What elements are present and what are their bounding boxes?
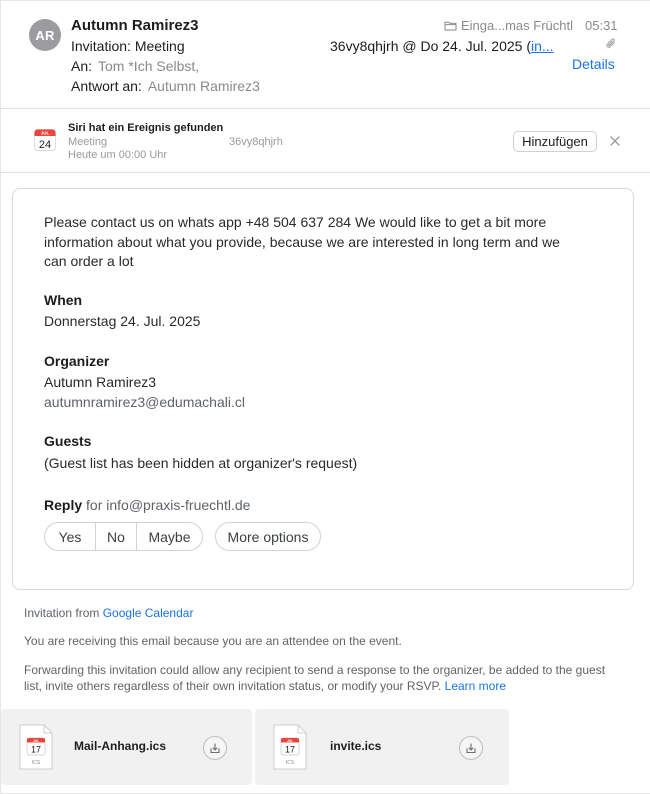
calendar-icon-day: 24 xyxy=(38,139,52,151)
reply-for: for info@praxis-fruechtl.de xyxy=(86,497,251,513)
event-meta-text: 36vy8qhjrh @ Do 24. Jul. 2025 ( xyxy=(330,38,531,54)
recipient-value[interactable]: Tom *Ich Selbst, xyxy=(98,58,200,74)
details-link[interactable]: Details xyxy=(572,56,615,72)
organizer-name: Autumn Ramirez3 xyxy=(44,374,157,390)
event-meta-line xyxy=(330,38,554,54)
download-button[interactable] xyxy=(459,736,483,760)
more-options-button[interactable]: More options xyxy=(215,522,321,551)
calendar-icon xyxy=(34,129,56,151)
download-icon xyxy=(465,742,477,754)
ics-icon-month: JUL xyxy=(286,738,294,743)
siri-event-time: Heute um 00:00 Uhr xyxy=(68,149,168,161)
ics-icon-ext: ICS xyxy=(285,760,295,766)
forwarding-notice xyxy=(24,662,624,694)
rsvp-no-button[interactable]: No xyxy=(95,523,136,550)
learn-more-link[interactable]: Learn more xyxy=(444,679,507,693)
ics-file-icon xyxy=(19,724,53,770)
guests-label: Guests xyxy=(44,433,92,449)
sender-avatar[interactable]: AR xyxy=(29,19,61,51)
organizer-email[interactable]: autumnramirez3@edumachali.cl xyxy=(44,394,245,410)
recipient-row xyxy=(71,58,199,74)
siri-event-code: 36vy8qhjrh xyxy=(229,136,283,148)
siri-title: Siri hat ein Ereignis gefunden xyxy=(68,122,224,134)
paperclip-icon xyxy=(605,38,617,50)
when-value: Donnerstag 24. Jul. 2025 xyxy=(44,313,201,329)
mailbox-folder[interactable] xyxy=(444,18,573,33)
mail-time: 05:31 xyxy=(585,18,618,33)
ics-icon-day: 17 xyxy=(30,744,42,755)
reply-label: Reply xyxy=(44,497,83,513)
attachment-item[interactable] xyxy=(255,709,509,785)
organizer-label: Organizer xyxy=(44,353,110,369)
ics-icon-ext: ICS xyxy=(31,760,41,766)
reply-to-value[interactable]: Autumn Ramirez3 xyxy=(147,78,260,94)
rsvp-yes-button[interactable]: Yes xyxy=(58,528,82,545)
invitation-message: Please contact us on whats app +48 504 637 284 We would like to get a bit more information about what you provide, because we are interested in long term and we can order a lot xyxy=(44,214,560,269)
reply-row xyxy=(44,497,250,513)
reply-to-row xyxy=(71,78,260,94)
siri-event-name: Meeting xyxy=(68,136,108,148)
invitation-from-text: Invitation from xyxy=(24,606,100,620)
guests-value: (Guest list has been hidden at organizer's request) xyxy=(44,455,358,471)
folder-icon xyxy=(444,20,457,31)
when-label: When xyxy=(44,292,83,308)
download-button[interactable] xyxy=(203,736,227,760)
invitation-source xyxy=(24,606,193,620)
mail-subject: Invitation: Meeting xyxy=(71,38,185,54)
sender-name[interactable]: Autumn Ramirez3 xyxy=(71,17,199,34)
event-meta-link[interactable]: in... xyxy=(531,38,554,54)
google-calendar-link[interactable]: Google Calendar xyxy=(102,606,194,620)
attachment-name: invite.ics xyxy=(330,739,382,753)
rsvp-maybe-button[interactable]: Maybe xyxy=(136,523,202,550)
attachment-item[interactable] xyxy=(1,709,252,785)
calendar-icon-month: JUL xyxy=(40,130,50,136)
download-icon xyxy=(209,742,221,754)
ics-icon-month: JUL xyxy=(32,738,40,743)
receiving-notice: You are receiving this email because you are an attendee on the event. xyxy=(24,634,402,648)
folder-name: Einga...mas Früchtl xyxy=(461,18,573,33)
attachment-name: Mail-Anhang.ics xyxy=(74,739,167,753)
forwarding-text: Forwarding this invitation could allow any recipient to send a response to the organizer, be added to the guest list, invite others regardless of their own invitation status, or modify your RSVP. xyxy=(24,663,606,693)
ics-icon-day: 17 xyxy=(284,744,296,755)
recipient-label: An: xyxy=(71,58,93,74)
close-icon[interactable] xyxy=(608,134,622,148)
ics-file-icon xyxy=(273,724,307,770)
mail-header xyxy=(1,1,650,109)
add-event-button[interactable]: Hinzufügen xyxy=(513,131,597,152)
rsvp-button-group xyxy=(44,522,203,551)
reply-to-label: Antwort an: xyxy=(71,78,142,94)
